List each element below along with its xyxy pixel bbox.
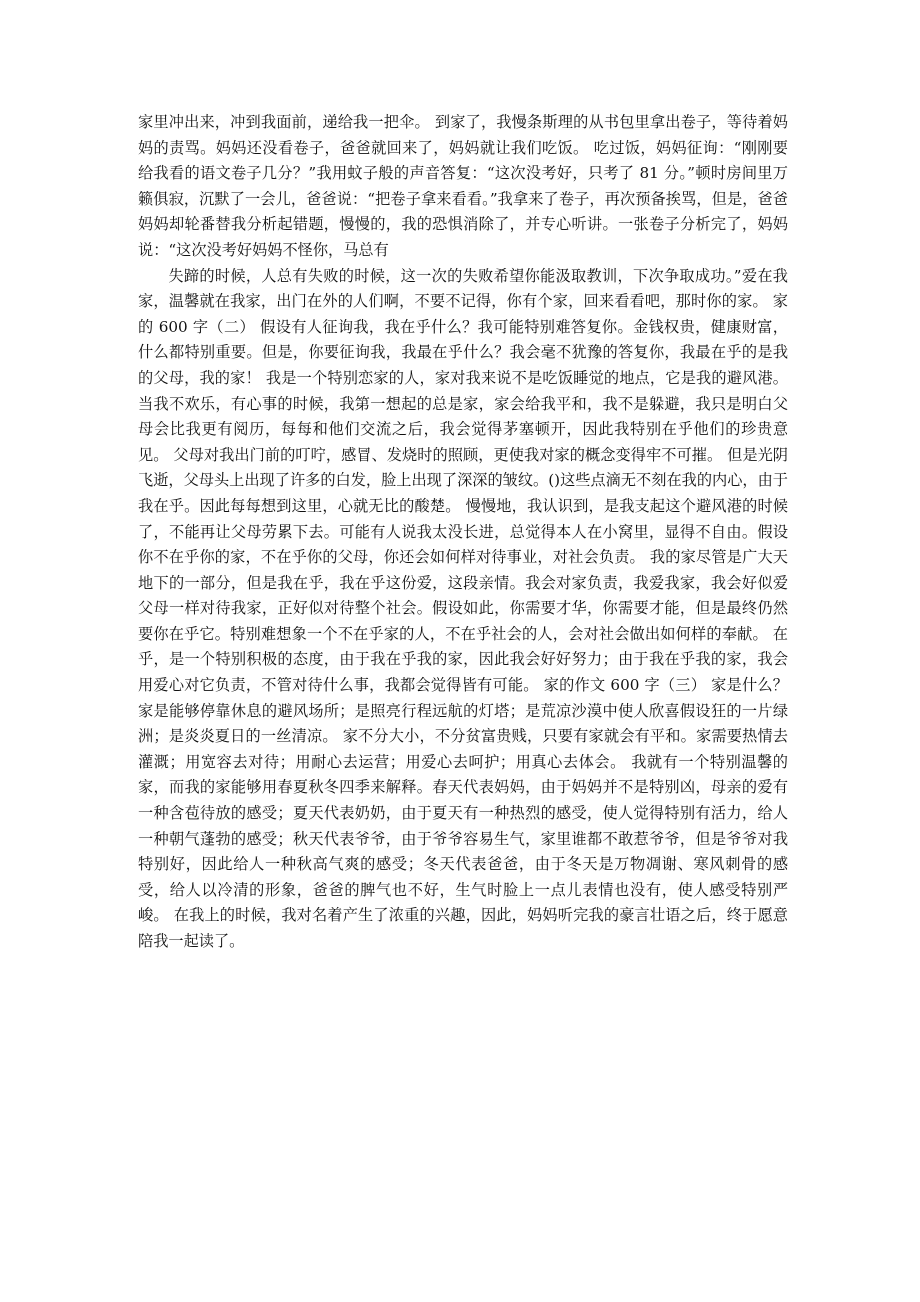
paragraph-2: 失蹄的时候，人总有失败的时候，这一次的失败希望你能汲取教训，下次争取成功。”爱在我家，温馨就在我家，出门在外的人们啊，不要不记得，你有个家，回来看看吧，那时你的家。 家的 600 字（二） 假设有人征询我，我在乎什么？我可能特别难答复你。金钱权贵，健康财富，什么都特别重要。但是，你要征询我，我最在乎什么？我会毫不犹豫的答复你，我最在乎的是我的父母，我的家！ 我是一个特别恋家的人，家对我来说不是吃饭睡觉的地点，它是我的避风港。当我不欢乐，有心事的时候，我第一想起的总是家，家会给我平和，我不是躲避，我只是明白父母会比我更有阅历，每每和他们交流之后，我会觉得茅塞顿开，因此我特别在乎他们的珍贵意见。 父母对我出门前的叮咛，感冒、发烧时的照顾，更使我对家的概念变得牢不可摧。 但是光阴飞逝，父母头上出现了许多的白发，脸上出现了深深的皱纹。()这些点滴无不刻在我的内心，由于我在乎。因此每每想到这里，心就无比的酸楚。 慢慢地，我认识到，是我支起这个避风港的时候了，不能再让父母劳累下去。可能有人说我太没长进，总觉得本人在小窝里，显得不自由。假设你不在乎你的家，不在乎你的父母，你还会如何样对待事业，对社会负责。 我的家尽管是广大天地下的一部分，但是我在乎，我在乎这份爱，这段亲情。我会对家负责，我爱我家，我会好似爱父母一样对待我家，正好似对待整个社会。假设如此，你需要才华，你需要才能，但是最终仍然要你在乎它。特别难想象一个不在乎家的人，不在乎社会的人，会对社会做出如何样的奉献。 在乎，是一个特别积极的态度，由于我在乎我的家，因此我会好好努力；由于我在乎我的家，我会用爱心对它负责，不管对待什么事，我都会觉得皆有可能。 家的作文 600 字（三） 家是什么？家是能够停靠休息的避风场所；是照亮行程远航的灯塔；是荒凉沙漠中使人欣喜假设狂的一片绿洲；是炎炎夏日的一丝清凉。 家不分大小，不分贫富贵贱，只要有家就会有平和。家需要热情去灌溉；用宽容去对待；用耐心去运营；用爱心去呵护；用真心去体会。 我就有一个特别温馨的家，而我的家能够用春夏秋冬四季来解释。春天代表妈妈，由于妈妈并不是特别凶，母亲的爱有一种含苞待放的感受；夏天代表奶奶，由于夏天有一种热烈的感受，使人觉得特别有活力，给人一种朝气蓬勃的感受；秋天代表爷爷，由于爷爷容易生气，家里谁都不敢惹爷爷，但是爷爷对我特别好，因此给人一种秋高气爽的感受；冬天代表爸爸，由于冬天是万物凋谢、寒风刺骨的感受，给人以冷清的形象，爸爸的脾气也不好，生气时脸上一点儿表情也没有，使人感受特别严峻。 在我上的时候，我对名着产生了浓重的兴趣，因此，妈妈听完我的豪言壮语之后，终于愿意陪我一起读了。 (138, 266, 788, 950)
paragraph-1: 家里冲出来，冲到我面前，递给我一把伞。 到家了，我慢条斯理的从书包里拿出卷子，等待着妈妈的责骂。妈妈还没看卷子，爸爸就回来了，妈妈就让我们吃饭。 吃过饭，妈妈征询：“刚刚要给我看的语文卷子几分？”我用蚊子般的声音答复：“这次没考好，只考了 81 分。”顿时房间里万籁俱寂，沉默了一会儿，爸爸说：“把卷子拿来看看。”我拿来了卷子，再次预备挨骂，但是，爸爸妈妈却轮番替我分析起错题，慢慢的，我的恐惧消除了，并专心听讲。一张卷子分析完了，妈妈说：“这次没考好妈妈不怪你，马总有 (138, 113, 788, 259)
document-page (138, 110, 788, 955)
